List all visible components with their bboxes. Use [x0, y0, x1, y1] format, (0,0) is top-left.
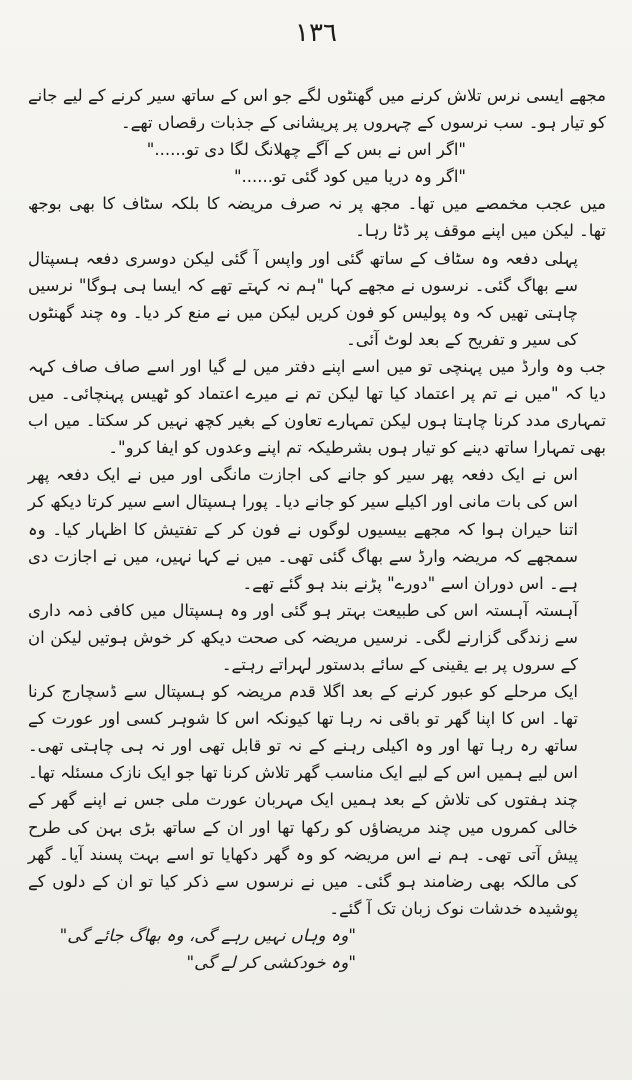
paragraph: آہستہ آہستہ اس کی طبیعت بہتر ہو گئی اور وہ ہسپتال میں کافی ذمہ داری سے زندگی گزارنے لگی۔ نرسیں مریضہ کی صحت دیکھ کر خوش ہوتیں لیکن ان کے سروں پر بے یقینی کے سائے بدستور لہراتے رہتے۔: [28, 600, 578, 674]
paragraph: مجھے ایسی نرس تلاش کرنے میں گھنٹوں لگے جو اس کے ساتھ سیر کرنے کے لیے جانے کو تیار ہو۔ سب نرسوں کے چہروں پر پریشانی کے جذبات رقصاں تھے۔: [28, 86, 606, 133]
paragraph: پہلی دفعہ وہ سٹاف کے ساتھ گئی اور واپس آ گئی لیکن دوسری دفعہ ہسپتال سے بھاگ گئی۔ نرسوں نے مجھے کہا "ہم نہ کہتے تھے کہ ایسا ہی ہوگا" نرسیں چاہتی تھیں کہ وہ پولیس کو فون کریں لیکن میں نے منع کر دیا۔ وہ چند گھنٹوں کی سیر و تفریح کے بعد لوٹ آئی۔: [28, 248, 578, 349]
quote-line: "اگر وہ دریا میں کود گئی تو......": [233, 167, 466, 187]
paragraph: جب وہ وارڈ میں پہنچی تو میں اسے اپنے دفتر میں لے گیا اور اسے صاف صاف کہہ دیا کہ "میں نے تم پر اعتماد کیا تھا لیکن تم نے میرے اعتماد کو ٹھیس پہنچائی۔ میں تمہاری مدد کرنا چاہتا ہوں لیکن تمہارے تعاون کے بغیر کچھ نہیں کر سکتا۔ میں اب بھی تمہارا ساتھ دینے کو تیار ہوں بشرطیکہ تم اپنے وعدوں کو ایفا کرو"۔: [28, 356, 606, 458]
quote-line: "وہ خودکشی کر لے گی": [186, 953, 356, 972]
page-text: [28, 82, 606, 976]
quote-line: "وہ وہاں نہیں رہے گی، وہ بھاگ جائے گی": [59, 925, 356, 945]
quote-line: "اگر اس نے بس کے آگے چھلانگ لگا دی تو......": [146, 140, 466, 160]
paragraph: ایک مرحلے کو عبور کرنے کے بعد اگلا قدم مریضہ کو ہسپتال سے ڈسچارج کرنا تھا۔ اس کا اپنا گھر تو باقی نہ رہا تھا کیونکہ اس کا شوہر کسی اور عورت کے ساتھ رہ رہا تھا اور وہ اکیلی رہنے کے نہ تو قابل تھی اور نہ ہی چاہتی تھی۔ اس لیے ہمیں اس کے لیے ایک مناسب گھر تلاش کرنا تھا جو ایک نازک مسئلہ تھا۔ چند ہفتوں کی تلاش کے بعد ہمیں ایک مہربان عورت ملی جس نے اپنے گھر کے خالی کمروں میں چند مریضاؤں کو رکھا تھا اور ان کے ساتھ بڑی بہن کی طرح پیش آتی تھی۔ ہم نے اس مریضہ کو وہ گھر دکھایا تو اسے بہت پسند آیا۔ گھر کی مالکہ بھی رضامند ہو گئی۔ میں نے نرسوں سے ذکر کیا تو ان کے دلوں کے پوشیدہ خدشات نوک زبان تک آ گئے۔: [28, 682, 578, 918]
paragraph: میں عجب مخمصے میں تھا۔ مجھ پر نہ صرف مریضہ کا بلکہ سٹاف کا بھی بوجھ تھا۔ لیکن میں اپنے موقف پر ڈٹا رہا۔: [28, 194, 606, 241]
paragraph: اس نے ایک دفعہ پھر سیر کو جانے کی اجازت مانگی اور میں نے ایک دفعہ پھر اس کی بات مانی اور اکیلے سیر کو جانے دیا۔ پورا ہسپتال اسے سیر کرتا دیکھ کر اتنا حیران ہوا کہ مجھے بیسیوں لوگوں نے فون کر کے تفتیش کا اظہار کیا۔ وہ سمجھے کہ مریضہ وارڈ سے بھاگ گئی تھی۔ میں نے کہا نہیں، میں نے اجازت دی ہے۔ اس دوران اسے "دورے" پڑنے بند ہو گئے تھے۔: [28, 465, 578, 593]
page-number: ١٣٦: [295, 18, 337, 48]
